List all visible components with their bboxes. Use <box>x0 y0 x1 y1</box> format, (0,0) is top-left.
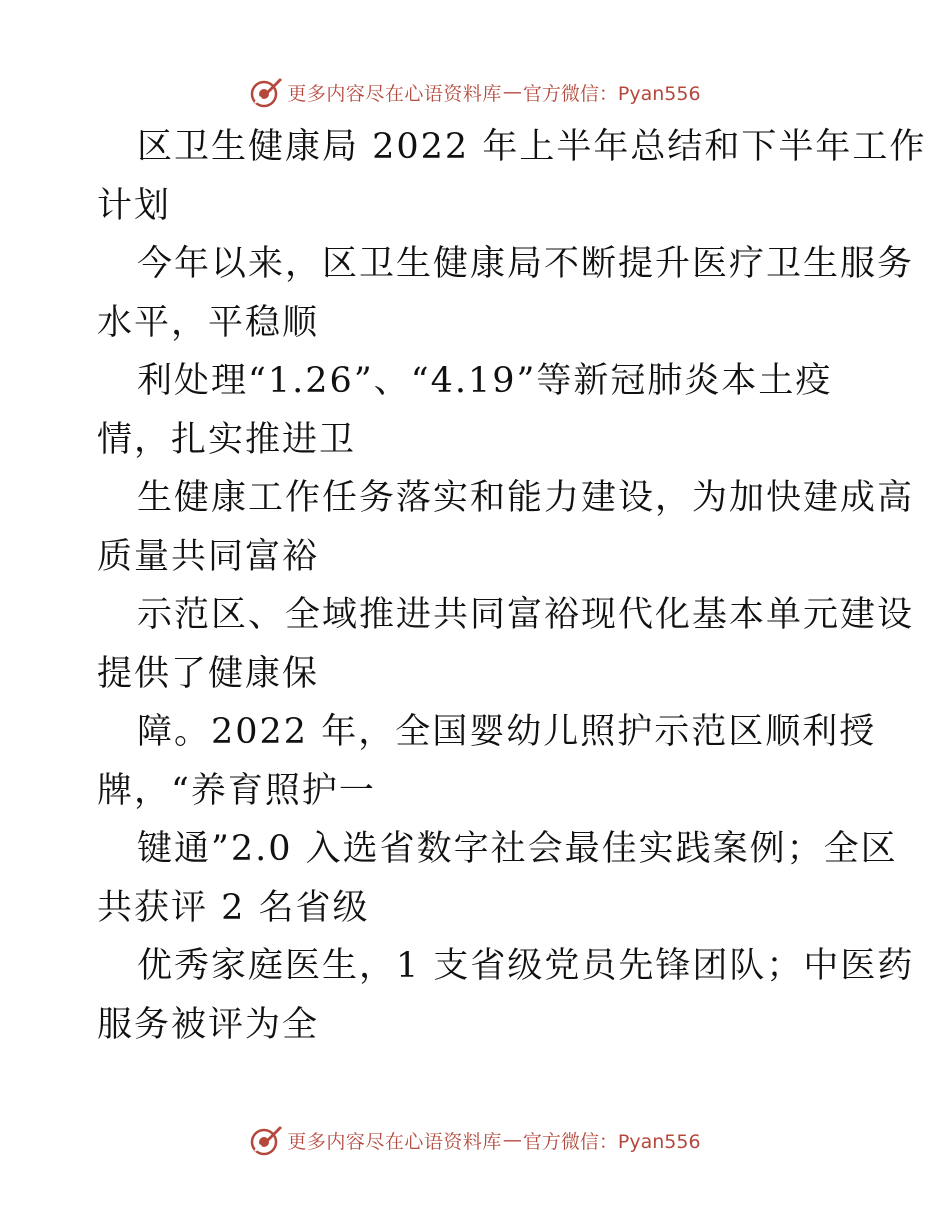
doc-line: 水平，平稳顺 <box>97 302 320 343</box>
doc-line: 利处理“1.26”、“4.19”等新冠肺炎本土疫 <box>137 361 833 401</box>
doc-line: 提供了健康保 <box>97 653 320 694</box>
doc-line: 共获评 2 名省级 <box>97 887 370 928</box>
banner-dash: — <box>502 1129 522 1151</box>
banner-wechat: 官方微信：Pyan556 <box>522 82 701 105</box>
banner-title: 更多内容尽在心语资料库 <box>287 82 502 105</box>
doc-line: 区卫生健康局 2022 年上半年总结和下半年工作 <box>137 127 927 167</box>
doc-line: 牌，“养育照护一 <box>97 770 376 811</box>
seal-pen-icon <box>249 1123 283 1157</box>
doc-line: 障。2022 年，全国婴幼儿照护示范区顺利授 <box>137 712 877 752</box>
seal-pen-icon <box>249 75 283 109</box>
doc-line: 键通”2.0 入选省数字社会最佳实践案例；全区 <box>137 829 898 869</box>
doc-line: 生健康工作任务落实和能力建设，为加快建成高 <box>137 478 915 518</box>
footer-banner <box>0 1120 950 1160</box>
header-banner <box>0 72 950 112</box>
document-body <box>97 118 927 1054</box>
doc-line: 今年以来，区卫生健康局不断提升医疗卫生服务 <box>137 244 915 284</box>
doc-line: 情，扎实推进卫 <box>97 419 357 460</box>
doc-line: 质量共同富裕 <box>97 536 320 577</box>
doc-line: 计划 <box>97 185 172 226</box>
doc-line: 优秀家庭医生，1 支省级党员先锋团队；中医药 <box>137 946 915 986</box>
doc-line: 服务被评为全 <box>97 1004 320 1045</box>
banner-dash: — <box>502 81 522 103</box>
banner-wechat: 官方微信：Pyan556 <box>522 1130 701 1153</box>
banner-title: 更多内容尽在心语资料库 <box>287 1130 502 1153</box>
doc-line: 示范区、全域推进共同富裕现代化基本单元建设 <box>137 595 915 635</box>
